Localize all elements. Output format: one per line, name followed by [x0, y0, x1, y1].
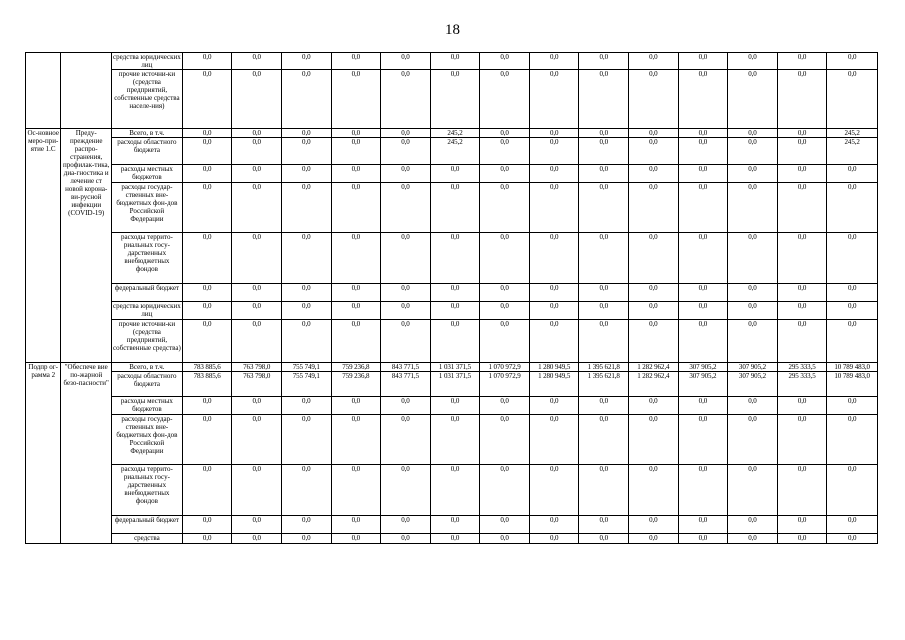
table-row	[26, 397, 878, 415]
value-cell: 0,0	[182, 129, 232, 138]
value-cell: 0,0	[232, 129, 282, 138]
section-code-cell	[26, 53, 61, 129]
value-cell: 0,0	[480, 165, 530, 183]
value-cell: 0,0	[579, 233, 629, 284]
funding-source-label: расходы местных бюджетов	[112, 397, 183, 415]
value-cell: 0,0	[281, 534, 331, 544]
value-cell: 0,0	[331, 53, 381, 70]
funding-source-label: прочие источни-ки (средства предприятий, собственные средства населе-ния)	[112, 70, 183, 129]
value-cell: 0,0	[281, 465, 331, 516]
value-cell: 307 905,2	[728, 363, 778, 372]
value-cell: 0,0	[232, 534, 282, 544]
value-cell: 0,0	[579, 516, 629, 534]
value-cell: 0,0	[182, 516, 232, 534]
value-cell: 1 280 949,5	[529, 363, 579, 372]
value-cell: 0,0	[480, 302, 530, 320]
value-cell: 0,0	[678, 465, 728, 516]
value-cell: 0,0	[579, 320, 629, 363]
value-cell: 0,0	[232, 397, 282, 415]
value-cell: 0,0	[480, 183, 530, 233]
value-cell: 0,0	[182, 284, 232, 302]
value-cell: 0,0	[381, 534, 431, 544]
value-cell: 0,0	[529, 534, 579, 544]
value-cell: 0,0	[579, 302, 629, 320]
value-cell: 0,0	[629, 70, 679, 129]
value-cell: 755 749,1	[281, 363, 331, 372]
value-cell: 0,0	[678, 129, 728, 138]
value-cell: 0,0	[529, 129, 579, 138]
value-cell: 0,0	[777, 284, 827, 302]
value-cell: 0,0	[331, 534, 381, 544]
value-cell: 0,0	[281, 320, 331, 363]
value-cell: 0,0	[728, 138, 778, 165]
value-cell: 0,0	[480, 534, 530, 544]
value-cell: 0,0	[480, 415, 530, 465]
value-cell: 0,0	[182, 138, 232, 165]
value-cell: 0,0	[827, 516, 878, 534]
funding-source-label: расходы террито-риальных госу-дарственных внебюджетных фондов	[112, 233, 183, 284]
value-cell: 0,0	[728, 397, 778, 415]
value-cell: 245,2	[827, 138, 878, 165]
funding-source-label: прочие источни-ки (средства предприятий, собственные средства)	[112, 320, 183, 363]
value-cell: 1 282 962,4	[629, 372, 679, 397]
value-cell: 0,0	[728, 284, 778, 302]
value-cell: 0,0	[331, 320, 381, 363]
funding-source-label: расходы террито-риальных госу-дарственных внебюджетных фондов	[112, 465, 183, 516]
value-cell: 0,0	[182, 397, 232, 415]
value-cell: 0,0	[777, 465, 827, 516]
value-cell: 0,0	[777, 516, 827, 534]
value-cell: 0,0	[381, 183, 431, 233]
value-cell: 0,0	[232, 233, 282, 284]
value-cell: 0,0	[381, 53, 431, 70]
value-cell: 0,0	[629, 302, 679, 320]
funding-source-label: Всего, в т.ч.	[112, 129, 183, 138]
value-cell: 0,0	[281, 138, 331, 165]
value-cell: 0,0	[629, 284, 679, 302]
value-cell: 0,0	[529, 53, 579, 70]
value-cell: 0,0	[728, 70, 778, 129]
value-cell: 0,0	[529, 138, 579, 165]
value-cell: 783 885,6	[182, 363, 232, 372]
funding-source-label: средства юридических лиц	[113, 302, 181, 318]
value-cell: 0,0	[579, 397, 629, 415]
value-cell: 0,0	[678, 53, 728, 70]
value-cell: 0,0	[182, 183, 232, 233]
value-cell: 0,0	[678, 397, 728, 415]
value-cell: 307 905,2	[678, 372, 728, 397]
value-cell: 0,0	[182, 302, 232, 320]
value-cell: 0,0	[678, 320, 728, 363]
value-cell: 0,0	[579, 70, 629, 129]
value-cell: 0,0	[232, 415, 282, 465]
table-row	[26, 363, 878, 372]
value-cell: 0,0	[678, 302, 728, 320]
value-cell: 0,0	[331, 397, 381, 415]
value-cell: 0,0	[281, 70, 331, 129]
funding-source-label: Всего, в т.ч.	[112, 363, 183, 372]
table-row	[26, 70, 878, 129]
table-row	[26, 284, 878, 302]
value-cell: 0,0	[777, 138, 827, 165]
value-cell: 0,0	[281, 165, 331, 183]
value-cell: 0,0	[232, 138, 282, 165]
section-title-cell: "Обеспече вие по-жарной безо-пасности"	[61, 363, 112, 544]
value-cell: 0,0	[381, 320, 431, 363]
value-cell: 0,0	[529, 465, 579, 516]
value-cell: 843 771,5	[381, 372, 431, 397]
value-cell: 0,0	[777, 70, 827, 129]
value-cell: 0,0	[232, 516, 282, 534]
value-cell: 0,0	[529, 302, 579, 320]
value-cell: 0,0	[331, 465, 381, 516]
value-cell: 0,0	[480, 53, 530, 70]
value-cell: 0,0	[728, 415, 778, 465]
value-cell: 0,0	[529, 183, 579, 233]
table-row	[26, 516, 878, 534]
funding-source-label: средства	[112, 534, 183, 544]
value-cell: 0,0	[678, 138, 728, 165]
value-cell: 0,0	[232, 165, 282, 183]
value-cell: 245,2	[430, 138, 480, 165]
value-cell: 1 280 949,5	[529, 372, 579, 397]
value-cell: 759 236,8	[331, 363, 381, 372]
value-cell: 0,0	[827, 415, 878, 465]
value-cell: 0,0	[529, 165, 579, 183]
value-cell: 295 333,5	[777, 372, 827, 397]
value-cell: 0,0	[430, 53, 480, 70]
value-cell: 0,0	[777, 53, 827, 70]
value-cell: 0,0	[232, 465, 282, 516]
value-cell: 0,0	[629, 465, 679, 516]
value-cell: 0,0	[678, 165, 728, 183]
value-cell: 1 395 621,8	[579, 372, 629, 397]
value-cell: 0,0	[331, 284, 381, 302]
funding-source-label: расходы государ-ственных вне-бюджетных фон-дов Российской Федерации	[112, 415, 183, 465]
value-cell: 0,0	[232, 183, 282, 233]
value-cell: 0,0	[529, 70, 579, 129]
value-cell: 0,0	[281, 284, 331, 302]
value-cell: 0,0	[678, 284, 728, 302]
funding-source-label: средства юридических лиц	[113, 53, 181, 69]
value-cell: 0,0	[182, 165, 232, 183]
table-row	[26, 53, 878, 70]
value-cell: 0,0	[678, 534, 728, 544]
value-cell: 0,0	[182, 70, 232, 129]
value-cell: 0,0	[827, 53, 878, 70]
value-cell: 0,0	[728, 320, 778, 363]
section-title-cell	[61, 53, 112, 129]
value-cell: 0,0	[232, 284, 282, 302]
value-cell: 0,0	[331, 165, 381, 183]
value-cell: 307 905,2	[728, 372, 778, 397]
table-row	[26, 320, 878, 363]
value-cell: 0,0	[480, 320, 530, 363]
value-cell: 0,0	[430, 302, 480, 320]
value-cell: 0,0	[232, 320, 282, 363]
value-cell: 0,0	[529, 516, 579, 534]
value-cell: 0,0	[182, 53, 232, 70]
value-cell: 0,0	[232, 302, 282, 320]
value-cell: 1 031 371,5	[430, 372, 480, 397]
value-cell: 0,0	[629, 415, 679, 465]
value-cell: 0,0	[430, 70, 480, 129]
value-cell: 0,0	[827, 233, 878, 284]
funding-source-label: федеральный бюджет	[112, 516, 183, 534]
value-cell: 0,0	[281, 516, 331, 534]
value-cell: 307 905,2	[678, 363, 728, 372]
table-row	[26, 302, 878, 320]
value-cell: 0,0	[629, 397, 679, 415]
value-cell: 0,0	[281, 53, 331, 70]
value-cell: 0,0	[728, 165, 778, 183]
value-cell: 0,0	[381, 516, 431, 534]
table-row	[26, 415, 878, 465]
value-cell: 0,0	[678, 516, 728, 534]
table-row	[26, 183, 878, 233]
value-cell: 0,0	[529, 415, 579, 465]
value-cell: 0,0	[480, 397, 530, 415]
value-cell: 0,0	[579, 284, 629, 302]
value-cell: 0,0	[777, 415, 827, 465]
table-row	[26, 465, 878, 516]
value-cell: 0,0	[529, 233, 579, 284]
funding-source-label: расходы областного бюджета	[112, 372, 183, 397]
value-cell: 0,0	[232, 70, 282, 129]
value-cell: 0,0	[430, 397, 480, 415]
value-cell: 0,0	[827, 534, 878, 544]
value-cell: 0,0	[281, 397, 331, 415]
value-cell: 0,0	[827, 465, 878, 516]
value-cell: 0,0	[579, 138, 629, 165]
value-cell: 295 333,5	[777, 363, 827, 372]
value-cell: 0,0	[381, 70, 431, 129]
value-cell: 0,0	[777, 129, 827, 138]
section-code-cell: Подпр ог-рамма 2	[26, 363, 61, 544]
value-cell: 10 789 483,0	[827, 372, 878, 397]
value-cell: 0,0	[629, 138, 679, 165]
value-cell: 0,0	[480, 516, 530, 534]
value-cell: 0,0	[430, 465, 480, 516]
value-cell: 0,0	[381, 284, 431, 302]
value-cell: 0,0	[728, 302, 778, 320]
value-cell: 0,0	[381, 415, 431, 465]
value-cell: 0,0	[182, 233, 232, 284]
value-cell: 1 282 962,4	[629, 363, 679, 372]
value-cell: 0,0	[777, 320, 827, 363]
value-cell: 0,0	[430, 284, 480, 302]
value-cell: 0,0	[529, 320, 579, 363]
value-cell: 0,0	[480, 129, 530, 138]
value-cell: 0,0	[728, 516, 778, 534]
value-cell: 0,0	[777, 397, 827, 415]
funding-source-label: расходы местных бюджетов	[112, 165, 183, 183]
value-cell: 0,0	[182, 415, 232, 465]
value-cell: 0,0	[678, 415, 728, 465]
value-cell: 0,0	[430, 183, 480, 233]
table-row	[26, 129, 878, 138]
value-cell: 0,0	[480, 284, 530, 302]
value-cell: 0,0	[529, 284, 579, 302]
value-cell: 0,0	[281, 302, 331, 320]
table-row	[26, 233, 878, 284]
value-cell: 0,0	[331, 129, 381, 138]
value-cell: 0,0	[430, 415, 480, 465]
value-cell: 0,0	[579, 465, 629, 516]
value-cell: 0,0	[579, 534, 629, 544]
value-cell: 0,0	[629, 53, 679, 70]
value-cell: 0,0	[381, 397, 431, 415]
value-cell: 245,2	[430, 129, 480, 138]
value-cell: 0,0	[331, 302, 381, 320]
value-cell: 0,0	[728, 183, 778, 233]
value-cell: 0,0	[629, 129, 679, 138]
value-cell: 0,0	[777, 233, 827, 284]
value-cell: 0,0	[827, 165, 878, 183]
value-cell: 755 749,1	[281, 372, 331, 397]
value-cell: 0,0	[480, 465, 530, 516]
value-cell: 0,0	[827, 302, 878, 320]
value-cell: 0,0	[281, 129, 331, 138]
value-cell: 0,0	[579, 183, 629, 233]
value-cell: 0,0	[777, 165, 827, 183]
table-row	[26, 138, 878, 165]
page-number: 18	[445, 22, 460, 38]
value-cell: 0,0	[331, 415, 381, 465]
value-cell: 0,0	[827, 70, 878, 129]
value-cell: 0,0	[827, 320, 878, 363]
value-cell: 0,0	[430, 320, 480, 363]
value-cell: 0,0	[579, 165, 629, 183]
value-cell: 0,0	[331, 138, 381, 165]
funding-source-label: федеральный бюджет	[112, 284, 183, 302]
value-cell: 0,0	[430, 233, 480, 284]
value-cell: 783 885,6	[182, 372, 232, 397]
value-cell: 0,0	[381, 302, 431, 320]
table-row	[26, 534, 878, 544]
value-cell: 0,0	[629, 183, 679, 233]
value-cell: 763 798,0	[232, 363, 282, 372]
value-cell: 0,0	[827, 183, 878, 233]
value-cell: 0,0	[182, 534, 232, 544]
value-cell: 1 395 621,8	[579, 363, 629, 372]
value-cell: 0,0	[381, 138, 431, 165]
value-cell: 0,0	[381, 465, 431, 516]
value-cell: 0,0	[331, 70, 381, 129]
value-cell: 245,2	[827, 129, 878, 138]
value-cell: 0,0	[629, 233, 679, 284]
funding-source-label: расходы государ-ственных вне-бюджетных фон-дов Российской Федерации	[112, 183, 183, 233]
value-cell: 0,0	[480, 70, 530, 129]
value-cell: 0,0	[728, 129, 778, 138]
value-cell: 1 070 972,9	[480, 363, 530, 372]
table-row	[26, 372, 878, 397]
value-cell: 0,0	[678, 183, 728, 233]
value-cell: 0,0	[678, 70, 728, 129]
value-cell: 1 070 972,9	[480, 372, 530, 397]
value-cell: 0,0	[430, 516, 480, 534]
value-cell: 0,0	[777, 302, 827, 320]
value-cell: 0,0	[728, 465, 778, 516]
value-cell: 0,0	[182, 465, 232, 516]
value-cell: 763 798,0	[232, 372, 282, 397]
value-cell: 0,0	[777, 534, 827, 544]
value-cell: 0,0	[331, 183, 381, 233]
value-cell: 0,0	[232, 53, 282, 70]
value-cell: 0,0	[430, 165, 480, 183]
value-cell: 0,0	[629, 516, 679, 534]
value-cell: 0,0	[728, 233, 778, 284]
value-cell: 0,0	[728, 534, 778, 544]
value-cell: 0,0	[281, 233, 331, 284]
value-cell: 0,0	[579, 415, 629, 465]
value-cell: 0,0	[281, 183, 331, 233]
value-cell: 10 789 483,0	[827, 363, 878, 372]
section-code-cell: Ос-новное меро-при-ятие 1.С	[26, 129, 61, 363]
value-cell: 759 236,8	[331, 372, 381, 397]
value-cell: 0,0	[827, 284, 878, 302]
value-cell: 0,0	[678, 233, 728, 284]
value-cell: 0,0	[182, 320, 232, 363]
value-cell: 0,0	[629, 534, 679, 544]
value-cell: 0,0	[430, 534, 480, 544]
value-cell: 0,0	[331, 516, 381, 534]
value-cell: 0,0	[629, 165, 679, 183]
value-cell: 0,0	[728, 53, 778, 70]
value-cell: 0,0	[529, 397, 579, 415]
value-cell: 0,0	[480, 138, 530, 165]
value-cell: 0,0	[579, 129, 629, 138]
value-cell: 0,0	[480, 233, 530, 284]
value-cell: 0,0	[381, 129, 431, 138]
value-cell: 0,0	[777, 183, 827, 233]
table-row	[26, 165, 878, 183]
value-cell: 0,0	[579, 53, 629, 70]
value-cell: 843 771,5	[381, 363, 431, 372]
funding-source-label: расходы областного бюджета	[112, 138, 183, 165]
section-title-cell: Преду-преждение распро-странения, профилак-тика, диа-гностика и лечение ст новой корона-ви-русной инфекции (COVID-19)	[61, 129, 112, 363]
value-cell: 0,0	[629, 320, 679, 363]
value-cell: 0,0	[281, 415, 331, 465]
value-cell: 1 031 371,5	[430, 363, 480, 372]
value-cell: 0,0	[331, 233, 381, 284]
value-cell: 0,0	[381, 233, 431, 284]
value-cell: 0,0	[827, 397, 878, 415]
budget-table	[25, 52, 878, 544]
value-cell: 0,0	[381, 165, 431, 183]
